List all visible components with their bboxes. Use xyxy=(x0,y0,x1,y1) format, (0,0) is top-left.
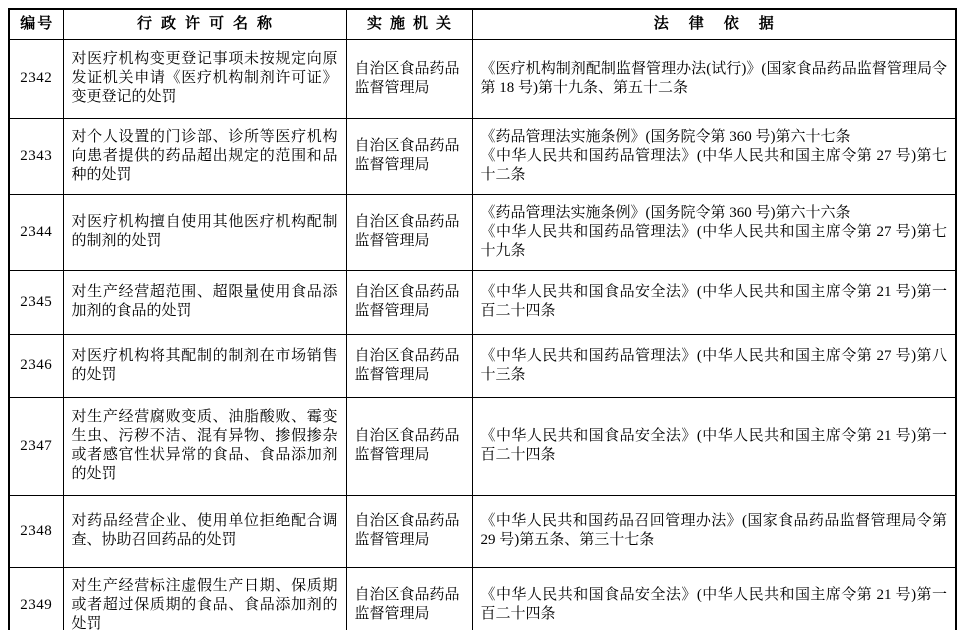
agency-cell: 自治区食品药品监督管理局 xyxy=(346,334,472,397)
permit-name-cell: 对个人设置的门诊部、诊所等医疗机构向患者提供的药品超出规定的范围和品种的处罚 xyxy=(63,118,346,194)
permit-name-cell: 对生产经营腐败变质、油脂酸败、霉变生虫、污秽不洁、混有异物、掺假掺杂或者感官性状异常的食品、食品添加剂的处罚 xyxy=(63,397,346,495)
table-header xyxy=(9,9,956,39)
row-id-cell: 2343 xyxy=(9,118,63,194)
table-row xyxy=(9,397,956,495)
column-header-name: 行政许可名称 xyxy=(63,9,346,39)
administrative-permits-table xyxy=(8,8,957,630)
agency-cell: 自治区食品药品监督管理局 xyxy=(346,397,472,495)
legal-basis-line: 《中华人民共和国食品安全法》(中华人民共和国主席令第 21 号)第一百二十四条 xyxy=(480,587,947,622)
legal-basis-line: 《中华人民共和国药品管理法》(中华人民共和国主席令第 27 号)第七十二条 xyxy=(480,147,947,183)
table-body xyxy=(9,39,956,630)
legal-basis-cell xyxy=(472,270,956,334)
permit-name-cell: 对生产经营标注虚假生产日期、保质期或者超过保质期的食品、食品添加剂的处罚 xyxy=(63,567,346,630)
legal-basis-line: 《医疗机构制剂配制监督管理办法(试行)》(国家食品药品监督管理局令第 18 号)第十九条、第五十二条 xyxy=(480,60,947,96)
agency-cell: 自治区食品药品监督管理局 xyxy=(346,495,472,567)
agency-cell: 自治区食品药品监督管理局 xyxy=(346,567,472,630)
legal-basis-line: 《药品管理法实施条例》(国务院令第 360 号)第六十六条 xyxy=(480,204,851,221)
permit-name-cell: 对医疗机构将其配制的制剂在市场销售的处罚 xyxy=(63,334,346,397)
table-row xyxy=(9,270,956,334)
legal-basis-line: 《药品管理法实施条例》(国务院令第 360 号)第六十七条 xyxy=(480,128,851,145)
legal-basis-cell xyxy=(472,118,956,194)
permit-name-cell: 对药品经营企业、使用单位拒绝配合调查、协助召回药品的处罚 xyxy=(63,495,346,567)
table-row xyxy=(9,194,956,270)
legal-basis-cell xyxy=(472,39,956,118)
row-id-cell: 2346 xyxy=(9,334,63,397)
row-id-cell: 2345 xyxy=(9,270,63,334)
table-row xyxy=(9,39,956,118)
legal-basis-cell xyxy=(472,194,956,270)
legal-basis-cell xyxy=(472,397,956,495)
permit-name-cell: 对医疗机构擅自使用其他医疗机构配制的制剂的处罚 xyxy=(63,194,346,270)
table-row xyxy=(9,495,956,567)
legal-basis-cell xyxy=(472,334,956,397)
legal-basis-line: 《中华人民共和国食品安全法》(中华人民共和国主席令第 21 号)第一百二十四条 xyxy=(480,428,947,463)
row-id-cell: 2349 xyxy=(9,567,63,630)
agency-cell: 自治区食品药品监督管理局 xyxy=(346,194,472,270)
table-row xyxy=(9,567,956,630)
agency-cell: 自治区食品药品监督管理局 xyxy=(346,39,472,118)
row-id-cell: 2344 xyxy=(9,194,63,270)
column-header-legal: 法律依据 xyxy=(472,9,956,39)
permit-name-cell: 对生产经营超范围、超限量使用食品添加剂的食品的处罚 xyxy=(63,270,346,334)
legal-basis-line: 《中华人民共和国食品安全法》(中华人民共和国主席令第 21 号)第一百二十四条 xyxy=(480,284,947,319)
table-row xyxy=(9,118,956,194)
permit-name-cell: 对医疗机构变更登记事项未按规定向原发证机关申请《医疗机构制剂许可证》变更登记的处罚 xyxy=(63,39,346,118)
column-header-agency: 实施机关 xyxy=(346,9,472,39)
column-header-id: 编号 xyxy=(9,9,63,39)
legal-basis-cell xyxy=(472,567,956,630)
legal-basis-line: 《中华人民共和国药品管理法》(中华人民共和国主席令第 27 号)第七十九条 xyxy=(480,223,947,259)
legal-basis-line: 《中华人民共和国药品管理法》(中华人民共和国主席令第 27 号)第八十三条 xyxy=(480,347,947,383)
row-id-cell: 2347 xyxy=(9,397,63,495)
legal-basis-line: 《中华人民共和国药品召回管理办法》(国家食品药品监督管理局令第 29 号)第五条、第三十七条 xyxy=(480,513,947,548)
agency-cell: 自治区食品药品监督管理局 xyxy=(346,270,472,334)
row-id-cell: 2342 xyxy=(9,39,63,118)
legal-basis-cell xyxy=(472,495,956,567)
row-id-cell: 2348 xyxy=(9,495,63,567)
table-row xyxy=(9,334,956,397)
header-row xyxy=(9,9,956,39)
agency-cell: 自治区食品药品监督管理局 xyxy=(346,118,472,194)
